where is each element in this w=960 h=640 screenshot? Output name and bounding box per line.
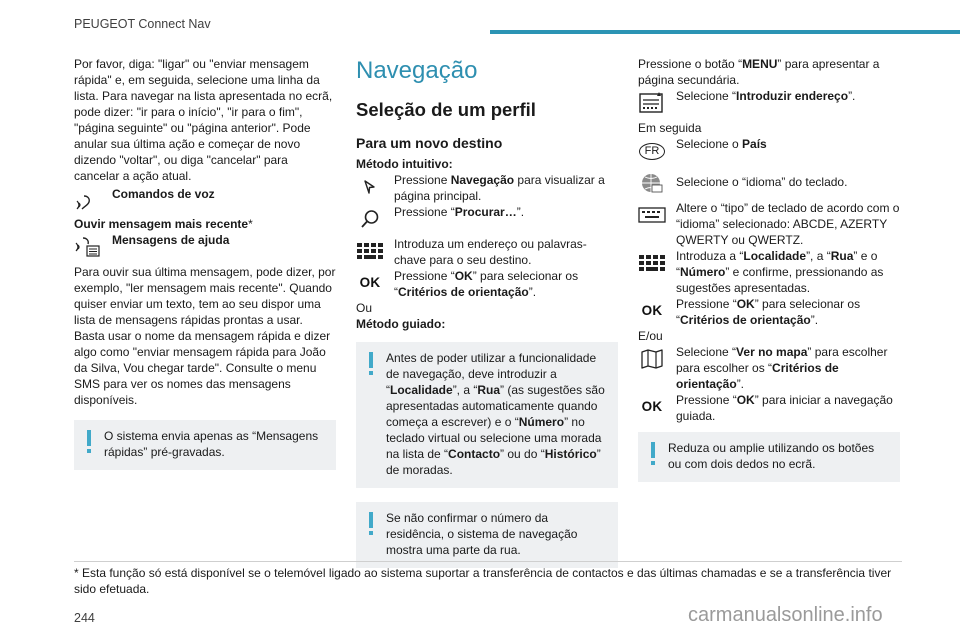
info-icon [369,352,373,368]
label-help-messages: Mensagens de ajuda [112,233,230,247]
ok-button-icon: OK [641,303,663,318]
step-navigation: Pressione Navegação para visualizar a página principal. [356,172,618,204]
keyboard-icon [356,238,384,264]
step-ok-start: OK Pressione “OK” para iniciar a navegação guiada. [638,392,900,424]
info-icon [651,442,655,458]
step-search: Pressione “Procurar…”. [356,204,618,236]
footnote: * Esta função só está disponível se o telemóvel ligado ao sistema suportar a transferência de contactos e das últimas chamadas e se a transferência tiver sido efetuada. [74,566,892,596]
voice-commands-row [74,186,336,218]
label-guided-method: Método guiado: [356,317,446,331]
note-house-number: Se não confirmar o número da residência, o sistema de navegação mostra uma parte da rua. [356,502,618,568]
section-subtitle: Seleção de um perfil [356,99,536,120]
label-intuitive-method: Método intuitivo: [356,157,453,171]
step-enter-address: Selecione “Introduzir endereço”. [638,88,900,120]
note-quick-messages: O sistema envia apenas as “Mensagens rápidas” pré-gravadas. [74,420,336,470]
help-messages-row [74,232,336,264]
country-fr-icon: FR [638,138,666,164]
ok-button-icon: OK [359,275,381,290]
heading-listen-recent: Ouvir mensagem mais recente* [74,217,253,231]
note-zoom: Reduza ou amplie utilizando os botões ou com dois dedos no ecrã. [638,432,900,482]
running-header: PEUGEOT Connect Nav [74,17,211,31]
paragraph-voice-instructions: Por favor, diga: "ligar" ou "enviar mensagem rápida" e, em seguida, selecione uma linha da lista. Para navegar na lista apresentada no ecrã, pode dizer: "ir para o início", "ir para o fim", "página seguinte" ou "página anterior". Pode anular sua última ação e começar de novo dizendo "voltar", ou diga "cancelar" para cancelar a ação atual. [74,57,333,183]
ok-button-icon: OK [641,399,663,414]
note-before-navigation: Antes de poder utilizar a funcionalidade de navegação, deve introduzir a “Localidade”, a “Rua” (as sugestões são apresentadas automaticamente quando começa a escrever) e o “Número” no teclado virtual ou selecione uma morada na lista de “Contacto” ou do “Histórico” de moradas. [356,342,618,488]
header-accent-bar [490,30,960,34]
step-enter-locality: Introduza a “Localidade”, a “Rua” e o “Número” e confirme, pressionando as sugestões apresentadas. [638,248,900,296]
step-ok-criteria: OK Pressione “OK” para selecionar os “Critérios de orientação”. [638,296,900,328]
info-icon [87,430,91,446]
step-keyboard-language: Selecione o “idioma” do teclado. [638,168,900,200]
step-enter-address: Introduza um endereço ou palavras-chave para o seu destino. [356,236,618,268]
voice-command-icon [74,188,102,214]
keyboard-type-icon [638,202,666,228]
column-middle [356,56,618,576]
keyboard-language-icon [638,170,666,196]
paragraph-menu: Pressione o botão “MENU” para apresentar a página secundária. [638,57,880,87]
navigation-arrow-icon [356,174,384,200]
label-voice-commands: Comandos de voz [112,187,215,201]
subsection-title: Para um novo destino [356,135,503,151]
label-or: Ou [356,301,373,315]
step-country: FR Selecione o País [638,136,900,168]
step-keyboard-type: Altere o “tipo” de teclado de acordo com o “idioma” selecionado: ABCDE, AZERTY QWERTY ou QWERTZ. [638,200,900,248]
watermark: carmanualsonline.info [688,604,883,626]
page-number: 244 [74,611,95,625]
label-then: Em seguida [638,121,702,135]
footnote-divider [74,561,902,562]
keyboard-icon [638,250,666,276]
label-and-or: E/ou [638,329,663,343]
paragraph-quick-messages: Para ouvir sua última mensagem, pode dizer, por exemplo, "ler mensagem mais recente". Quando quiser enviar um texto, tem ao seu dispor uma lista de mensagens rápidas prontas a usar. Basta usar o nome da mensagem rápida e dizer algo como "enviar mensagem rápida para João da Silva, Vou chegar tarde". Consulte o menu SMS para ver os nomes das mensagens disponíveis. [74,265,336,407]
step-ok-criteria: OK Pressione “OK” para selecionar os “Critérios de orientação”. [356,268,618,300]
info-icon [369,512,373,528]
column-left [74,56,336,478]
address-entry-icon [638,90,666,116]
step-view-map: Selecione “Ver no mapa” para escolher para escolher os “Critérios de orientação”. [638,344,900,392]
column-right [638,56,900,490]
section-title: Navegação [356,57,478,84]
search-icon [356,206,384,232]
voice-help-icon [74,234,102,260]
map-icon [638,346,666,372]
